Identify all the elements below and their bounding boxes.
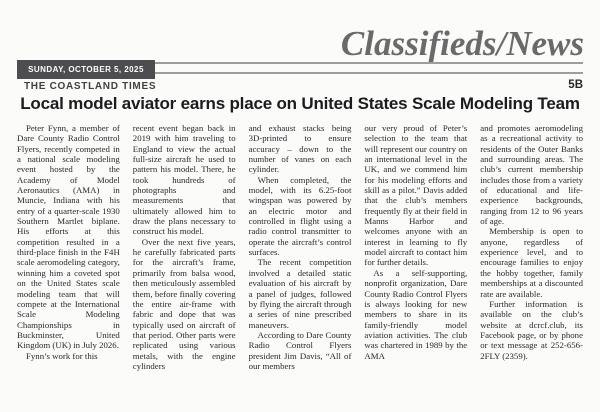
article-paragraph: The recent competition involved a detailed static evaluation of his aircraft by a panel of judges, followed by flying the aircraft through a series of nine prescribed maneuvers. <box>248 257 352 330</box>
article-paragraph: recent event began back in 2019 with him traveling to England to view the actual full-size aircraft he used to pattern his model. There, he took hundreds of photographs and measurements that ultimately allowed him to draw the plans necessary to construct his model. <box>132 123 236 237</box>
article-column-1 <box>17 123 120 389</box>
masthead-section-title: Classifieds/News <box>340 24 584 63</box>
headline: Local model aviator earns place on United States Scale Modeling Team <box>20 94 580 113</box>
article-paragraph: As a self-supporting, nonprofit organization, Dare County Radio Control Flyers is always looking for new members to share in its family-friendly model aviation activities. The club was chartered in 1989 by the AMA <box>364 267 468 361</box>
article-paragraph: Fynn’s work for this <box>26 350 98 361</box>
article-paragraph: According to Dare County Radio Control Flyers president Jim Davis, “All of our members <box>248 329 352 371</box>
article-column-4 <box>364 123 467 389</box>
article-column-5 <box>480 123 583 389</box>
article-paragraph: Peter Fynn, a member of Dare County Radio Control Flyers, recently competed in a national scale modeling event hosted by the Academy of Model Aeronautics (AMA) in Muncie, Indiana with his entry of a quarter-scale 1930 Southern Martlet biplane. His efforts at this competition resulted in a third-place finish in the F4H scale aeromodeling category, winning him a coveted spot on the United States scale modeling team that will compete at the International Scale Modeling Championships in Buckminster, United Kingdom (UK) in July 2026. <box>17 123 120 351</box>
date-banner: SUNDAY, OCTOBER 5, 2025 <box>17 60 155 79</box>
page-number: 5B <box>568 79 583 91</box>
article-paragraph: our very proud of Peter’s selection to the team that will represent our country on an international level in the UK, and we commend him for his modeling efforts and skill as a pilot.” Davis added that the club’s members frequently fly at their field in Manns Harbor and welcomes anyone with an interest in learning to fly model aircraft to contact him for further details. <box>364 123 468 268</box>
article-body <box>17 123 583 389</box>
article-paragraph: Membership is open to anyone, regardless of experience level, and to encourage families to enjoy the hobby together, family memberships at a discounted rate are available. <box>480 226 583 299</box>
article-paragraph: Further information is available on the club’s website at dcrcf.club, its Facebook page, or by phone or text message at 252-656-2FLY (2359). <box>480 298 583 361</box>
article-column-3 <box>249 123 352 389</box>
header-double-rule <box>154 62 583 74</box>
newspaper-name: THE COASTLAND TIMES <box>24 81 157 92</box>
article-paragraph: Over the next five years, he carefully fabricated parts for the aircraft’s frame, primarily from balsa wood, then meticulously assembled them, before finally covering the entire air-frame with fabric and dope that was typically used on aircraft of that period. Other parts were replicated using various metals, with the engine cylinders <box>132 236 236 371</box>
article-paragraph: and exhaust stacks being 3D-printed to ensure accuracy – down to the number of vanes on each cylinder. <box>248 123 352 175</box>
article-column-2 <box>133 123 236 389</box>
article-paragraph: and promotes aeromodeling as a recreational activity to residents of the Outer Banks and surrounding areas. The club’s current membership includes those from a variety of educational and life-experience backgrounds, ranging from 12 to 96 years of age. <box>480 123 583 227</box>
article-paragraph: When completed, the model, with its 6.25-foot wingspan was powered by an electric motor and controlled in flight using a radio control transmitter to operate the aircraft’s control surfaces. <box>248 174 352 258</box>
